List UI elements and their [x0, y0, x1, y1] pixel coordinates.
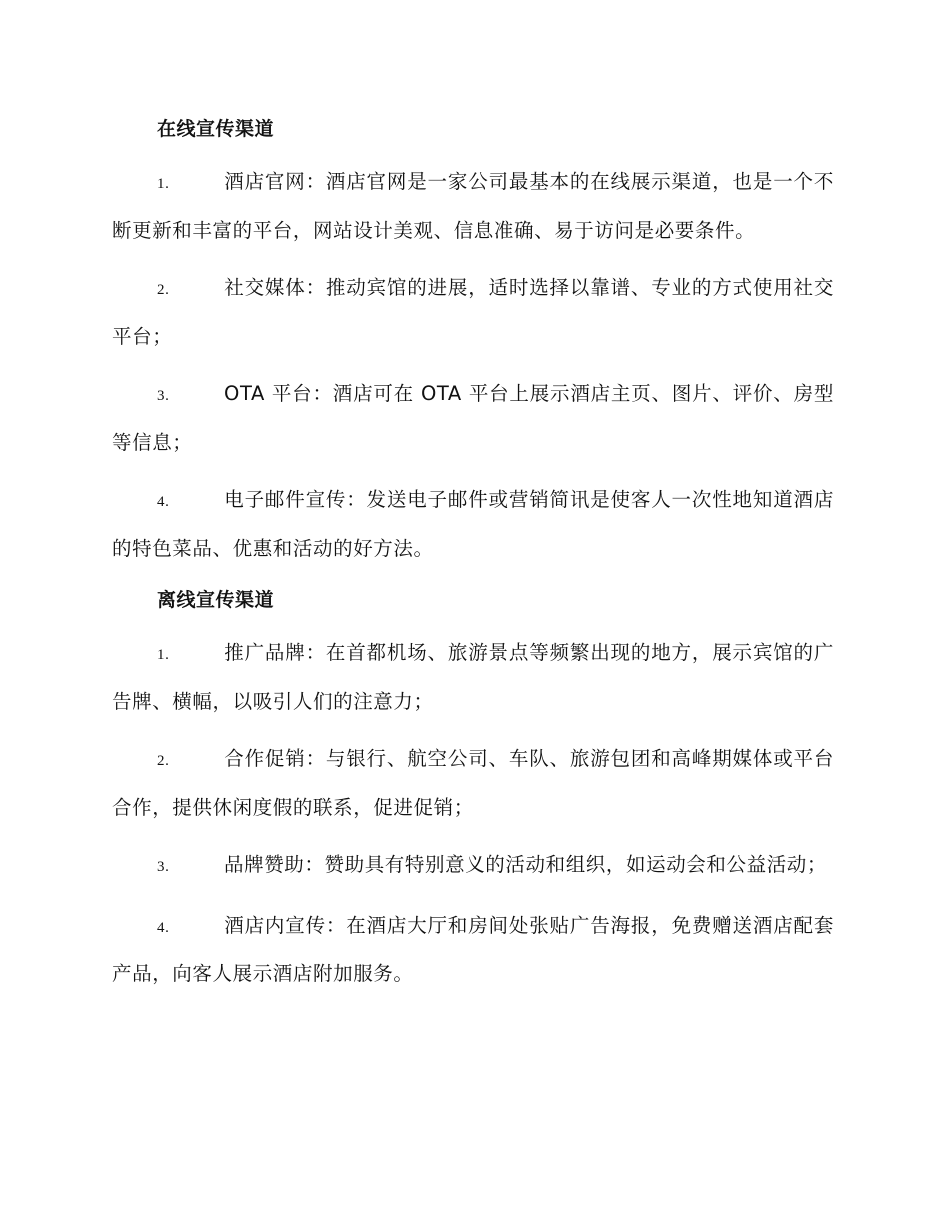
list-item-text: 酒店官网：酒店官网是一家公司最基本的在线展示渠道，也是一个不断更新和丰富的平台，网站设计美观、信息准确、易于访问是必要条件。	[112, 170, 834, 242]
list-number: 2.	[157, 282, 170, 298]
list-item	[112, 477, 834, 571]
list-item-text: 合作促销：与银行、航空公司、车队、旅游包团和高峰期媒体或平台合作，提供休闲度假的联系，促进促销；	[112, 747, 834, 819]
online-channel-list	[112, 159, 834, 571]
list-item	[112, 265, 834, 359]
list-item	[112, 842, 834, 891]
offline-channel-list	[112, 630, 834, 997]
list-item-text: 推广品牌：在首都机场、旅游景点等频繁出现的地方，展示宾馆的广告牌、横幅，以吸引人们的注意力；	[112, 641, 834, 713]
section-title-online: 在线宣传渠道	[157, 118, 275, 140]
list-item-text: 电子邮件宣传：发送电子邮件或营销简讯是使客人一次性地知道酒店的特色菜品、优惠和活动的好方法。	[112, 488, 834, 560]
list-number: 4.	[157, 919, 170, 936]
list-item-text: 品牌赞助：赞助具有特别意义的活动和组织，如运动会和公益活动；	[224, 853, 828, 876]
list-number: 1.	[157, 176, 170, 192]
list-number: 3.	[157, 859, 170, 875]
list-item	[112, 159, 834, 253]
list-item-text: OTA 平台：酒店可在 OTA 平台上展示酒店主页、图片、评价、房型等信息；	[112, 382, 834, 454]
list-number: 4.	[157, 494, 170, 510]
list-item-text: 酒店内宣传：在酒店大厅和房间处张贴广告海报，免费赠送酒店配套产品，向客人展示酒店附加服务。	[112, 913, 834, 985]
list-number: 2.	[157, 753, 170, 769]
list-item	[112, 630, 834, 724]
list-number: 1.	[157, 647, 170, 663]
section-title-offline: 离线宣传渠道	[157, 589, 275, 611]
list-item	[112, 903, 834, 997]
list-item	[112, 736, 834, 830]
list-number: 3.	[157, 388, 170, 404]
list-item	[112, 371, 834, 465]
list-item-text: 社交媒体：推动宾馆的进展，适时选择以靠谱、专业的方式使用社交平台；	[112, 276, 834, 348]
document-body	[112, 112, 834, 997]
